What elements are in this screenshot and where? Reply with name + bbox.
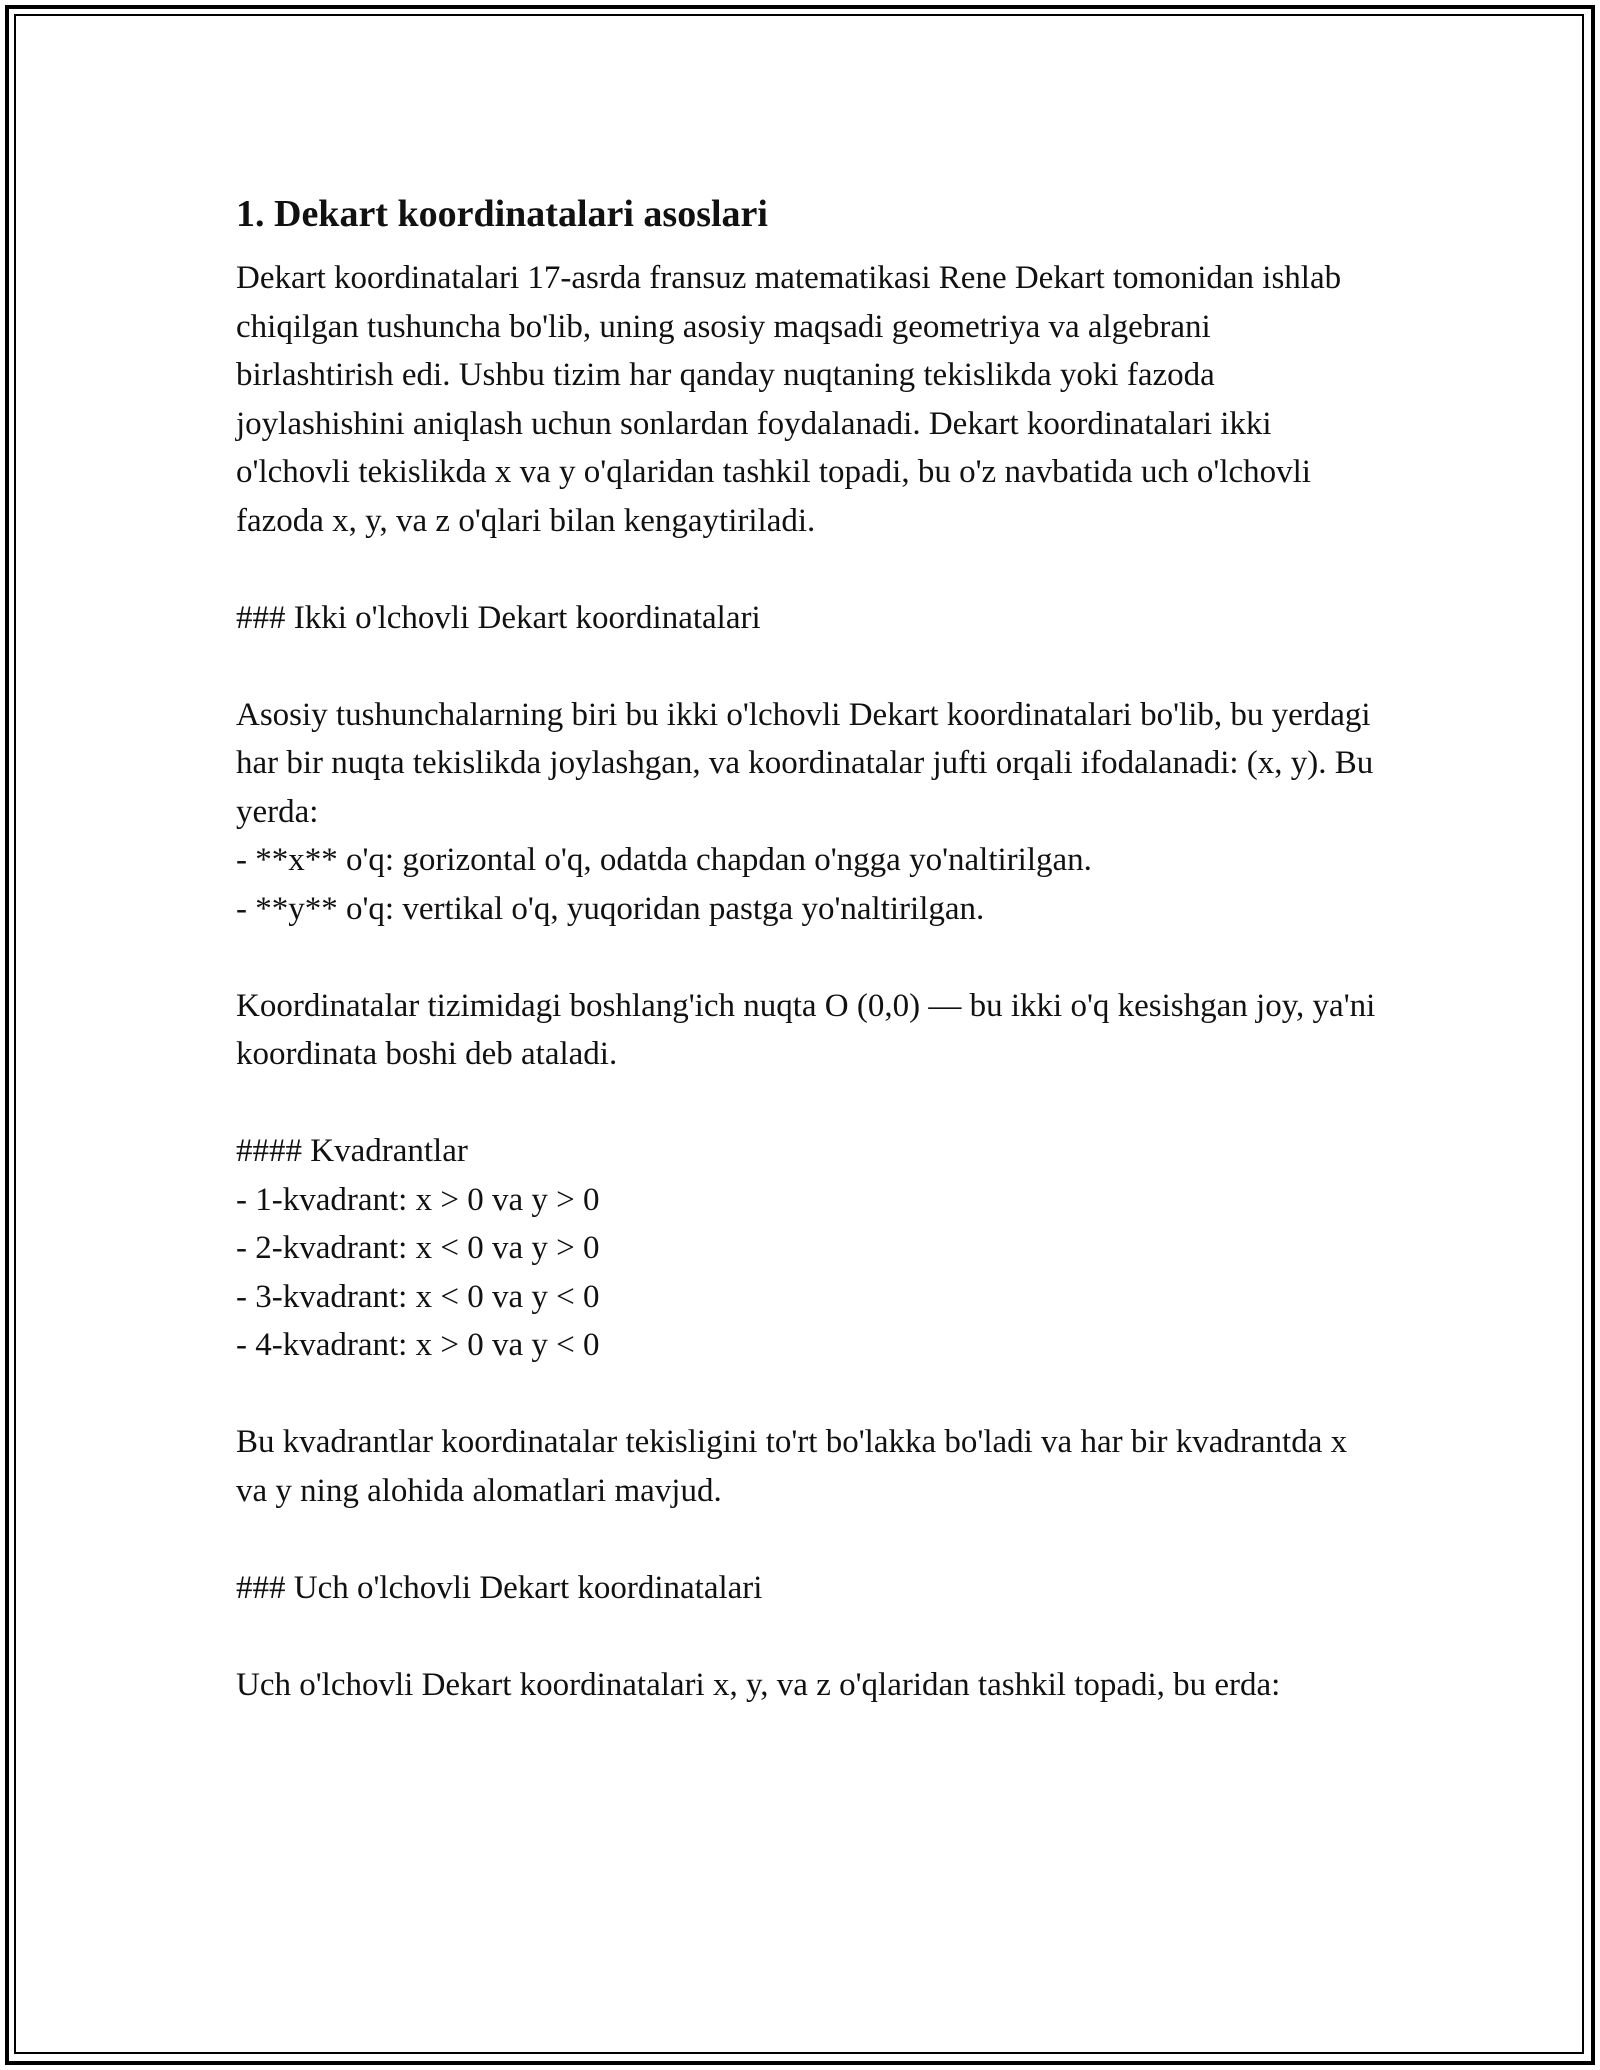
list-item-quadrant-1: - 1-kvadrant: x > 0 va y > 0 bbox=[236, 1181, 600, 1218]
quadrants-list bbox=[236, 1176, 1376, 1370]
document-page bbox=[236, 180, 1376, 1709]
heading-2d-coordinates: ### Ikki o'lchovli Dekart koordinatalari bbox=[236, 599, 761, 636]
list-item-y-axis: - **y** o'q: vertikal o'q, yuqoridan pastga yo'naltirilgan. bbox=[236, 890, 985, 927]
paragraph-3d-coordinates: Uch o'lchovli Dekart koordinatalari x, y, va z o'qlaridan tashkil topadi, bu erda: bbox=[236, 1666, 1281, 1703]
heading-quadrants: #### Kvadrantlar bbox=[236, 1133, 468, 1169]
paragraph-quadrants: Bu kvadrantlar koordinatalar tekisligini to'rt bo'lakka bo'ladi va har bir kvadrantda x va y ning alohida alomatlari mavjud. bbox=[236, 1424, 1348, 1509]
list-item-x-axis: - **x** o'q: gorizontal o'q, odatda chapdan o'ngga yo'naltirilgan. bbox=[236, 842, 1092, 878]
intro-paragraph: Dekart koordinatalari 17-asrda fransuz matematikasi Rene Dekart tomonidan ishlab chiqilgan tushuncha bo'lib, uning asosiy maqsadi geometriya va algebrani birlashtirish edi. Ushbu tizim har qanday nuqtaning tekislikda yoki fazoda joylashishini aniqlash uchun sonlardan foydalanadi. Dekart koordinatalari ikki o'lchovli tekislikda x va y o'qlaridan tashkil topadi, bu o'z navbatida uch o'lchovli fazoda x, y, va z o'qlari bilan kengaytiriladi. bbox=[236, 260, 1342, 539]
heading-3d-coordinates: ### Uch o'lchovli Dekart koordinatalari bbox=[236, 1569, 763, 1606]
document-title: 1. Dekart koordinatalari asoslari bbox=[236, 193, 768, 235]
list-item-quadrant-2: - 2-kvadrant: x < 0 va y > 0 bbox=[236, 1230, 600, 1266]
list-item-quadrant-3: - 3-kvadrant: x < 0 va y < 0 bbox=[236, 1278, 600, 1315]
axes-list bbox=[236, 836, 1376, 933]
list-item-quadrant-4: - 4-kvadrant: x > 0 va y < 0 bbox=[236, 1327, 600, 1363]
paragraph-2d-coordinates: Asosiy tushunchalarning biri bu ikki o'lchovli Dekart koordinatalari bo'lib, bu yerdagi har bir nuqta tekislikda joylashgan, va koordinatalar jufti orqali ifodalanadi: (x, y). Bu yerda: bbox=[236, 696, 1374, 830]
paragraph-origin: Koordinatalar tizimidagi boshlang'ich nuqta O (0,0) — bu ikki o'q kesishgan joy, ya'ni koordinata boshi deb ataladi. bbox=[236, 987, 1376, 1072]
